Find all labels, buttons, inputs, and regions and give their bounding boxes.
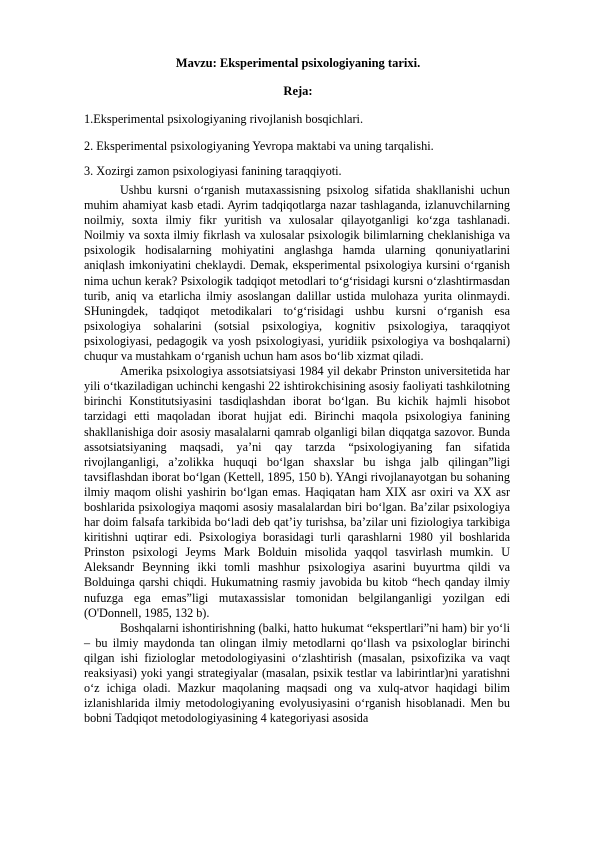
plan-item: 1.Eksperimental psixologiyaning rivojlanish bosqichlari. — [84, 112, 364, 126]
document-title: Mavzu: Eksperimental psixologiyaning tarixi. — [175, 56, 421, 70]
body-paragraph: Amerika psixologiya assotsiatsiyasi 1984 yil dekabr Prinston universitetida har yili o‘tkaziladigan uchinchi kengashi 22 ishtirokchisining asosiy faoliyati tashkilotning birinchi Konstitutsiyasini tasdiqlashdan iborat bo‘lgan. Bu kichik hajmli hisobot tarzidagi etti maqoladan iborat hujjat edi. Birinchi maqola psixologiya fanining shakllanishiga doir asosiy masalalarni qamrab olganligi bilan diqqatga sazovor. Bunda assotsiatsiyaning maqsadi, ya’ni qay tarzda “psixologiyaning fan sifatida rivojlanganligi, a’zolikka huquqi bo‘lgan shaxslar bu ishga jalb qilingan”ligi tavsiflashdan iborat bo‘lgan (Kettell, 1895, 150 b). YAngi rivojlanayotgan bu sohaning ilmiy maqom olishi yashirin bo‘lgan emas. Haqiqatan ham XIX asr oxiri va XX asr boshlarida psixologiya maqomi asosiy masalalardan biri bo‘lgan. Ba’zilar psixologiya har doim falsafa tarkibida bo‘ladi deb qat’iy turishsa, ba’zilar uni fiziologiya tarkibiga kiritishni uqtirar edi. Psixologiya borasidagi turli qarashlarni 1980 yil boshlarida Prinston psixologi Jeyms Mark Bolduin misolida yaqqol tasvirlash mumkin. U Aleksandr Beynning ikki tomli mashhur psixologiya asarini buyurtma qildi va Bolduinga qarshi chiqdi. Hukumatning rasmiy javobida bu kitob “hech qanday ilmiy nufuzga ega emas”ligi mutaxassislar tomonidan belgilanganligi yozilgan edi (O'Donnell, 1985, 132 b). — [84, 364, 510, 620]
plan-item: 3. Xozirgi zamon psixologiyasi fanining taraqqiyoti. — [84, 164, 342, 178]
plan-heading: Reja: — [283, 84, 313, 98]
plan-item: 2. Eksperimental psixologiyaning Yevropa maktabi va uning tarqalishi. — [84, 139, 434, 153]
body-paragraph: Boshqalarni ishontirishning (balki, hatto hukumat “ekspertlari”ni ham) bir yo‘li – bu ilmiy maydonda tan olingan ilmiy metodlarni qo‘llash va psixologlar birinchi qilgan ishi fiziologlar metodologiyasini o‘zlashtirish (masalan, psixofizika va vaqt reaksiyasi) yoki yangi strategiyalar (masalan, psixik testlar va labirintlar)ni yaratishni o‘z ichiga oladi. Mazkur maqolaning maqsadi ong va xulq-atvor haqidagi bilim izlanishlarida ilmiy metodologiyaning evolyusiyasini o‘rganish hisoblanadi. Men bu bobni Tadqiqot metodologiyasining 4 kategoriyasi asosida — [84, 620, 510, 726]
body-text — [84, 183, 510, 726]
body-paragraph: Ushbu kursni o‘rganish mutaxassisning psixolog sifatida shakllanishi uchun muhim ahamiyat kasb etadi. Ayrim tadqiqotlarga nazar tashlaganda, izlanuvchilarning noilmiy, soxta ilmiy fikr yuritish va xulosalar qilayotganligi ko‘zga tashlanadi. Noilmiy va soxta ilmiy fikrlash va xulosalar psixologik bilimlarning cheklanishiga va psixologik hodisalarning mohiyatini anglashga hamda ularning qonuniyatlarini aniqlash imkoniyatini cheklaydi. Demak, eksperimental psixologiya kursini o‘rganish nima uchun kerak? Psixologik tadqiqot metodlari to‘g‘risidagi kursni o‘zlashtirmasdan turib, aniq va etarlicha ilmiy asoslangan dalillar ustida mulohaza yurita olinmaydi. SHuningdek, tadqiqot metodikalari to‘g‘risidagi ushbu kursni o‘rganish esa psixologiya sohalarini (sotsial psixologiya, kognitiv psixologiya, taraqqiyot psixologiyasi, pedagogik va yosh psixologiyasi, yuridiik psixologiya va boshqalarni) chuqur va mustahkam o‘rganish uchun ham asos bo‘lib xizmat qiladi. — [84, 183, 510, 364]
